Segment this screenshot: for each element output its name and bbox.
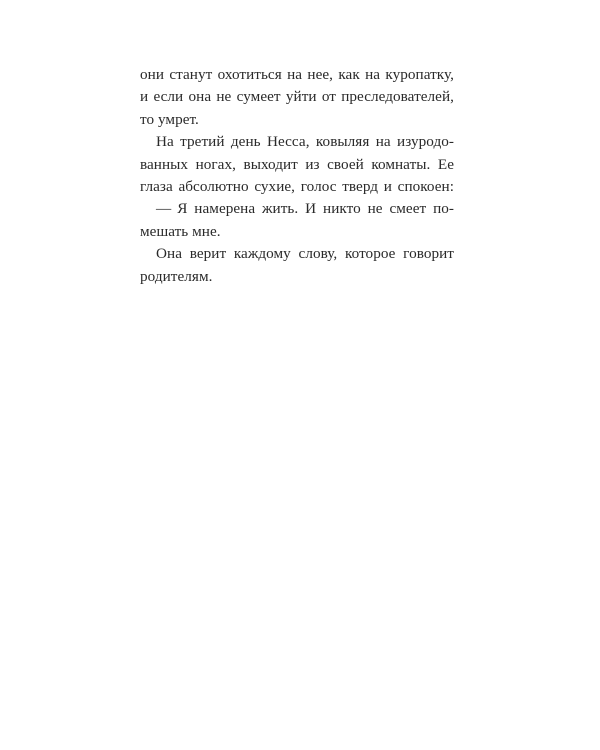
text-line: Она верит каждому слову, которое говорит [156, 245, 454, 263]
text-line: и если она не сумеет уйти от преследователей, [140, 88, 454, 106]
text-line: то умрет. [140, 110, 199, 128]
text-line: ванных ногах, выходит из своей комнаты. Ее [140, 155, 454, 173]
dialogue-paragraph [140, 198, 454, 243]
text-line: глаза абсолютно сухие, голос тверд и спокоен: [140, 178, 454, 196]
text-line [140, 198, 454, 220]
text-line: родителям. [140, 267, 213, 285]
paragraph-4 [140, 243, 454, 288]
body-text [140, 64, 454, 288]
text-line: мешать мне. [140, 222, 221, 240]
paragraph-2 [140, 131, 454, 198]
text-line: они станут охотиться на нее, как на куропатку, [140, 66, 454, 83]
em-dash: — [156, 200, 172, 218]
paragraph-1 [140, 64, 454, 131]
dialogue-text: Я намерена жить. И никто не смеет по- [177, 200, 454, 218]
text-line: На третий день Несса, ковыляя на изуродо- [156, 133, 454, 151]
